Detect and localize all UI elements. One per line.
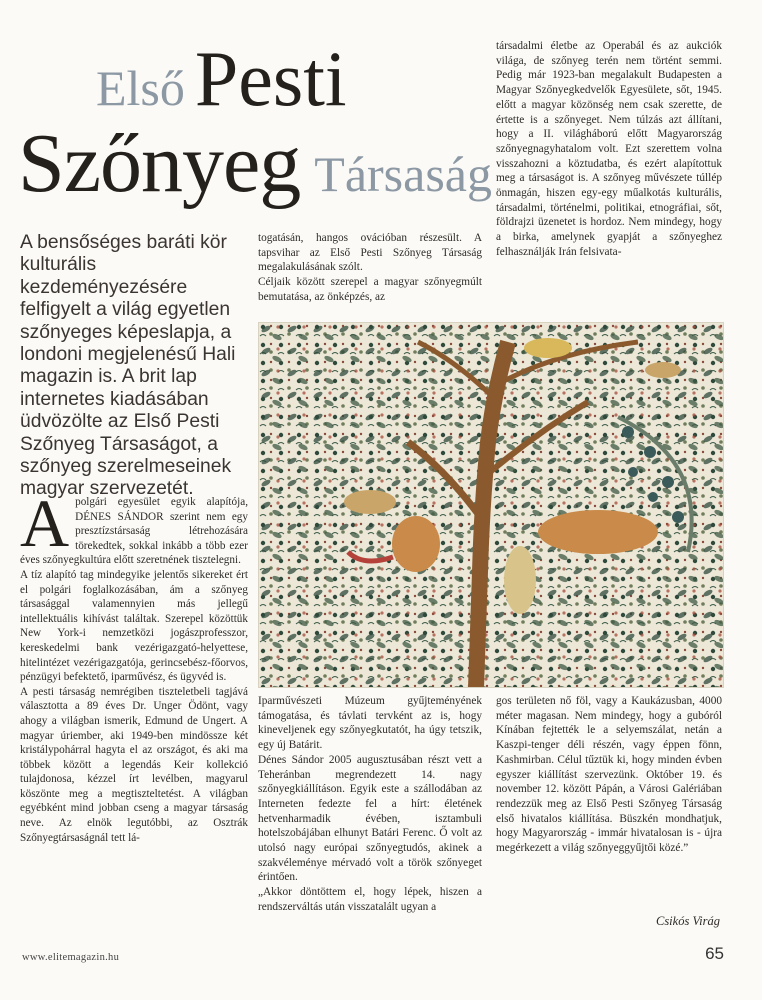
right-column-top (496, 39, 722, 260)
right-column-bottom (496, 694, 722, 856)
paragraph: A pesti társaság nemrégiben tiszteletbeli tagjává választotta a 89 éves Dr. Unger Ödönt, vagy ahogy a világban ismerik, Edmund de Ungert. A magyar úriember, aki 1949-ben mindössze két kristálypohárral hagyta el az országot, és aki ma többek között a legendás Keir kollekció tulajdonosa, kézzel írt levélben, magyarul köszönte meg a megtiszteltetést. A világban egyébként mind jobban cseng a magyar társaság neve. Az elnök legutóbbi, az Osztrák Szőnyegtársaságnál tett lá- (20, 685, 248, 844)
footer-url: www.elitemagazin.hu (22, 952, 120, 963)
left-column (20, 485, 248, 845)
paragraph-text: polgári egyesület egyik alapítója, DÉNES SÁNDOR szerint nem egy presztízstársaság létrehozására törekedtek, sokkal inkább a több ezer éves szőnyegkultúra előtt szeretnének tisztelegni. (20, 496, 248, 567)
drop-cap: A (20, 485, 70, 561)
paragraph: társadalmi életbe az Operabál és az aukciók világa, de szőnyeg terén nem történt semmi. Pedig már 1923-ban megalakult Budapesten a Magyar Szőnyegkedvelők Egyesülete, sőt, 1945. előtt a magyar közönség nem csak szerette, de értette is a szőnyeget. Nem túlzás azt állítani, hogy a II. világháború előtt Magyarország szőnyegnagyhatalom volt. Ezt szerettem volna visszahozni a köztudatba, és ezért alapítottuk meg a társaságot is. A szőnyeg művészete túllép önmagán, hiszen egy-egy műalkotás kulturális, társadalmi, történelmi, politikai, etnográfiai, sőt, földrajzi üzenetet is hordoz. Nem mindegy, hogy a birka, amelynek gyapját a szőnyeghez felhasználják Irán felsivata- (496, 40, 722, 258)
middle-column-top (258, 231, 482, 305)
carpet-photo (258, 322, 724, 688)
paragraph: Iparművészeti Múzeum gyűjteményének támogatása, és távlati tervként az is, hogy kineveljenek egy szőnyegkutatót, ha úgy tetszik, egy új Batárit. (258, 695, 482, 752)
paragraph: Céljaik között szerepel a magyar szőnyegmúlt bemutatása, az önképzés, az (258, 276, 482, 303)
title-word-pesti: Pesti (194, 35, 347, 122)
author-signature: Csikós Virág (655, 914, 720, 928)
title-word-szonyeg: Szőnyeg (18, 117, 301, 210)
paragraph: A tíz alapító tag mindegyike jelentős sikereket ért el polgári foglalkozásában, ám a szőnyeg társasággal valamennyien más jellegű intellektuális kihívást találtak. Szerepel közöttük New York-i nemzetközi jogászprofesszor, kereskedelmi bank vezérigazgató-helyettese, hitelintézet vezérigazgatója, gerincsebész-főorvos, pénzügyi befektető, iparművész, és ügyvéd is. (20, 568, 248, 684)
title-line-1 (96, 35, 347, 122)
intro-paragraph (20, 485, 248, 568)
paragraph: gos területen nő föl, vagy a Kaukázusban, 4000 méter magasan. Nem mindegy, hogy a gubóról Kínában fejtették le a selyemszálat, netán a Kaszpi-tenger déli részén, vagy éppen fönn, Kashmirban. Célul tűztük ki, hogy minden évben egyszer kiállítást szervezünk. Október 19. és november 12. között Pápán, a Városi Galériában rendezzük meg az Első Pesti Szőnyeg Társaság első hivatalos kiállítása. Büszkén mondhatjuk, hogy Magyarország - immár hivatalosan is - újra megérkezett a világ szőnyeggyűjtői közé.” (496, 695, 722, 855)
paragraph: togatásán, hangos ovációban részesült. A tapsvihar az Első Pesti Szőnyeg Társaság megalakulásának szólt. (258, 232, 482, 274)
middle-column-bottom (258, 694, 482, 915)
title-word-tarsasag: Társaság (314, 146, 492, 202)
page-number: 65 (705, 944, 724, 963)
title-word-elso: Első (96, 60, 185, 116)
paragraph: Dénes Sándor 2005 augusztusában részt vett a Teheránban megrendezett 14. nagy szőnyegkiállításon. Egyik este a szállodában az Interneten fedezte fel a hírt: életének hetvenharmadik évében, isztambuli hotelszobájában elhunyt Batári Ferenc. Ő volt az utolsó nagy európai szőnyegtudós, akinek a szakvéleménye mérvadó volt a török szőnyeget érintően. (258, 753, 482, 884)
paragraph: „Akkor döntöttem el, hogy lépek, hiszen a rendszerváltás után visszatalált ugyan a (258, 886, 482, 913)
title-line-2 (18, 117, 492, 210)
lead-paragraph: A bensőséges baráti kör kulturális kezdeményezésére felfigyelt a világ egyetlen szőnyeges képeslapja, a londoni megjelenésű Hali magazin is. A brit lap internetes kiadásában üdvözölte az Első Pesti Szőnyeg Társaságot, a szőnyeg szerelmeseinek magyar szervezetét. (20, 232, 236, 500)
